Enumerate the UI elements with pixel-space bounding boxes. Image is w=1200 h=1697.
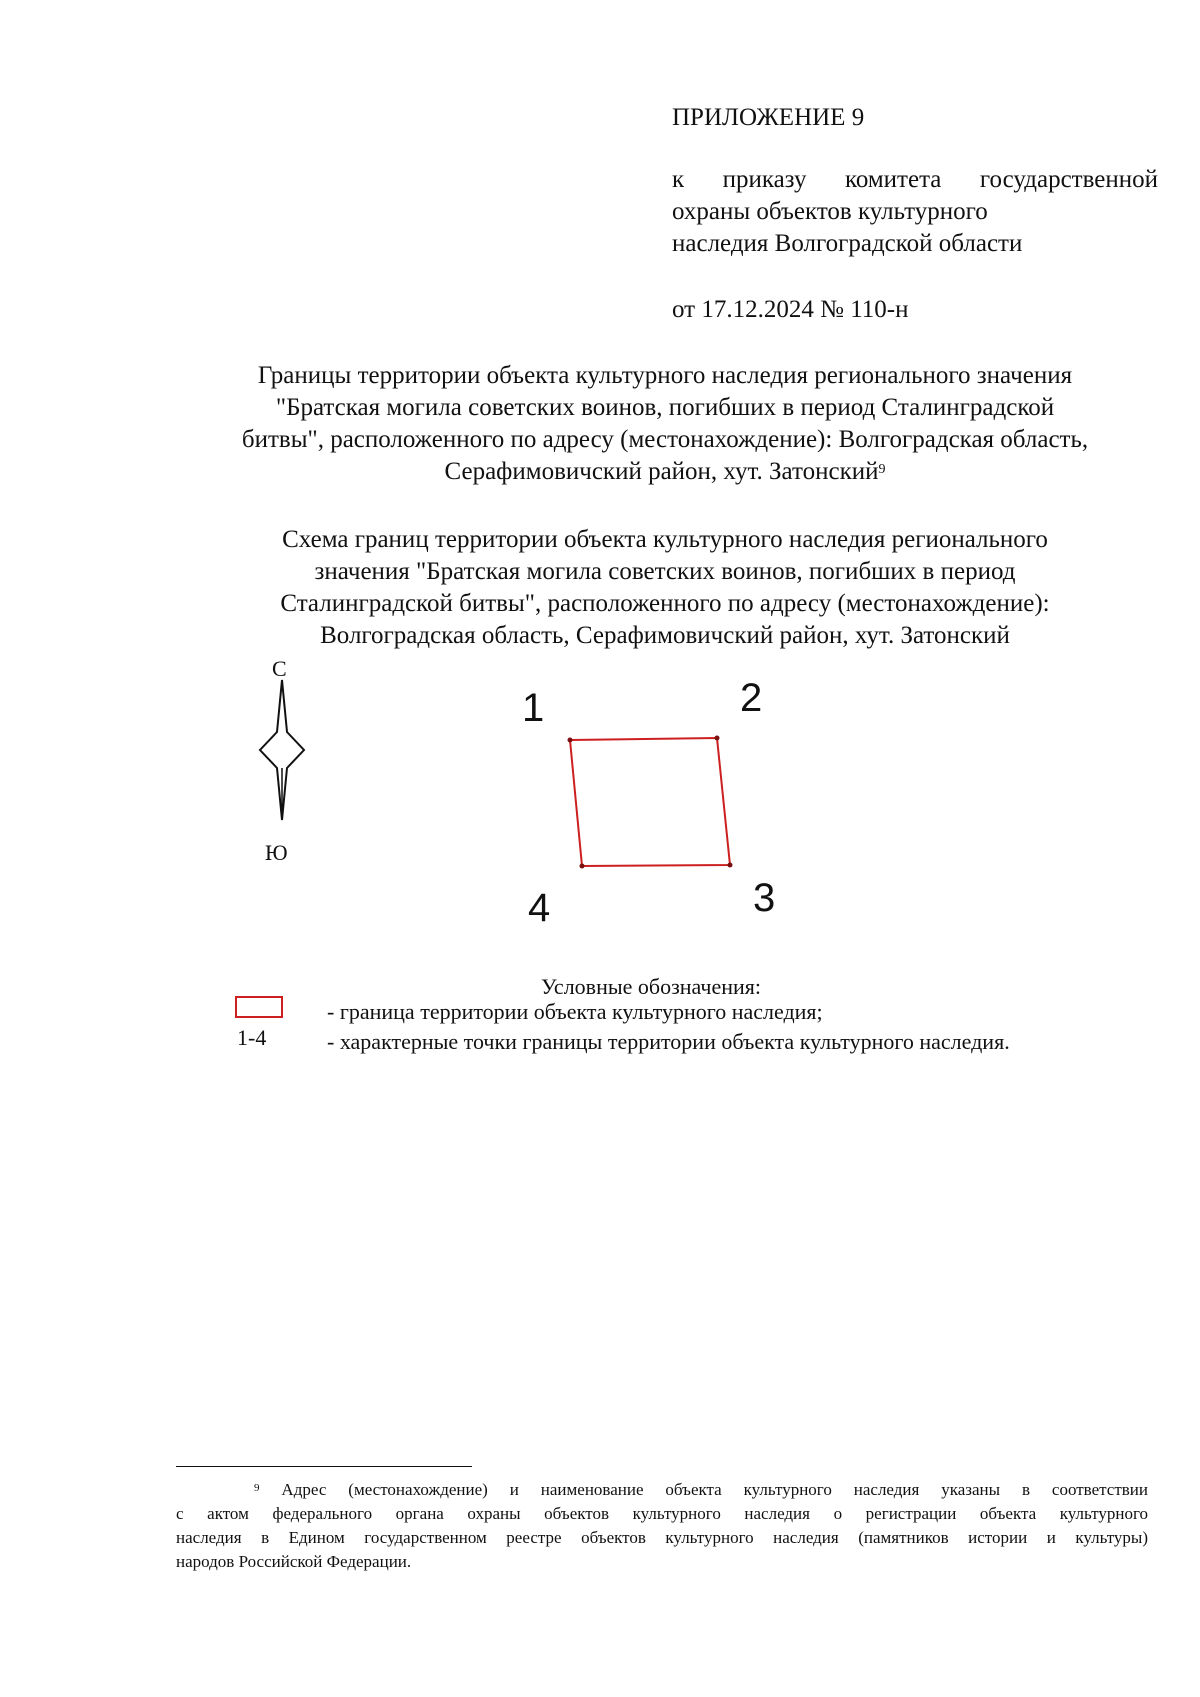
heading-line: Серафимовичский район, хут. Затонский	[444, 458, 879, 485]
scheme-title-line: Схема границ территории объекта культурного наследия регионального	[282, 526, 1048, 553]
boundary-polygon	[570, 738, 730, 866]
footnote	[176, 1478, 1148, 1574]
scheme-title-line: Волгоградская область, Серафимовичский район, хут. Затонский	[320, 622, 1010, 649]
point-label-1: 1	[522, 686, 545, 730]
boundary-point-3	[728, 863, 733, 868]
scheme-title	[120, 524, 1200, 652]
scheme-title-line: значения "Братская могила советских воинов, погибших в период	[314, 558, 1016, 585]
boundary-point-2	[715, 736, 720, 741]
legend-item-points: - характерные точки границы территории объекта культурного наследия.	[327, 1029, 1010, 1054]
decree-date: от 17.12.2024 № 110-н	[672, 296, 909, 323]
document-heading	[120, 360, 1200, 488]
north-arrow-icon	[252, 660, 312, 840]
point-label-4: 4	[528, 886, 551, 930]
legend-heading: Условные обозначения:	[541, 974, 762, 999]
legend-point-range: 1-4	[237, 1025, 267, 1050]
decree-line: охраны объектов культурного	[672, 198, 988, 225]
footnote-line: Адрес (местонахождение) и наименование объекта культурного наследия указаны в соответствии	[281, 1480, 1148, 1499]
decree-line: к приказу комитета государственной	[672, 166, 1158, 193]
footnote-reference: 9	[878, 462, 886, 477]
footnote-line: с актом федерального органа охраны объектов культурного наследия о регистрации объекта культурного	[176, 1504, 1148, 1523]
footnote-line: наследия в Едином государственном реестре объектов культурного наследия (памятников истории и культуры)	[176, 1528, 1148, 1547]
scheme-title-line: Сталинградской битвы", расположенного по адресу (местонахождение):	[280, 590, 1050, 617]
heading-line-last	[120, 456, 1200, 488]
point-label-3: 3	[753, 876, 776, 920]
heading-line: "Братская могила советских воинов, погибших в период Сталинградской	[275, 394, 1055, 421]
compass-south-label: Ю	[265, 840, 288, 865]
footnote-number: 9	[254, 1482, 260, 1494]
decree-line: наследия Волгоградской области	[672, 230, 1023, 257]
boundary-legend-swatch	[235, 996, 283, 1018]
heading-line: Границы территории объекта культурного наследия регионального значения	[257, 362, 1073, 389]
legend-item-boundary: - граница территории объекта культурного наследия;	[327, 999, 823, 1024]
footnote-line: народов Российской Федерации.	[176, 1552, 412, 1571]
compass-north-label: С	[272, 656, 287, 681]
boundary-point-4	[580, 864, 585, 869]
footnote-separator	[176, 1466, 472, 1467]
point-label-2: 2	[740, 676, 763, 720]
appendix-title: ПРИЛОЖЕНИЕ 9	[672, 104, 865, 131]
boundary-point-1	[568, 738, 573, 743]
boundary-plan	[560, 735, 760, 875]
footnote-line-first	[176, 1478, 1148, 1502]
heading-line: битвы", расположенного по адресу (местонахождение): Волгоградская область,	[241, 426, 1089, 453]
decree-reference	[672, 164, 1158, 260]
